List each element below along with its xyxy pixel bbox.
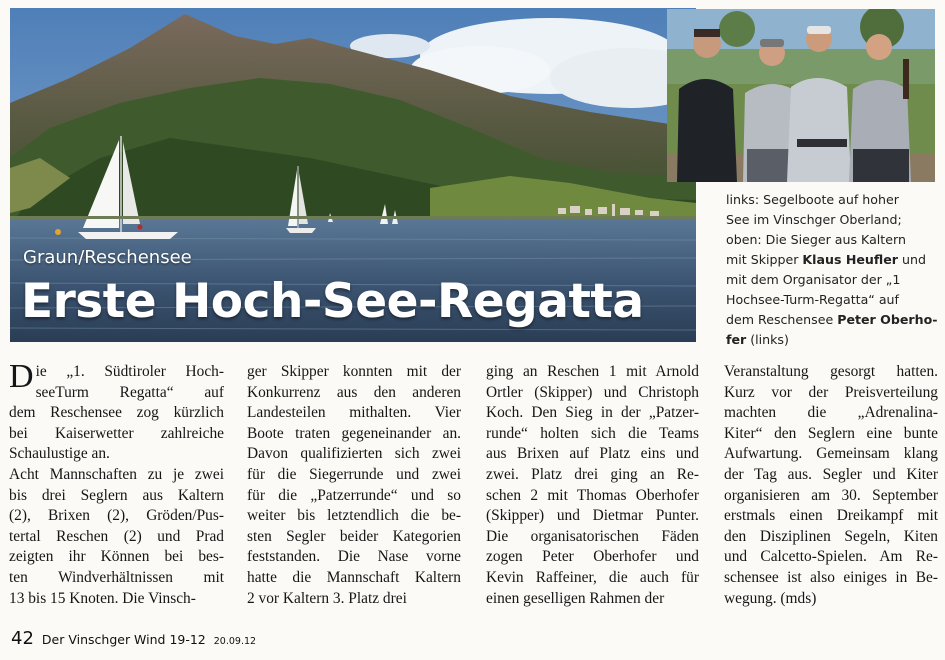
page-footer bbox=[11, 628, 256, 649]
caption-text: (links) bbox=[746, 332, 789, 347]
body-line: Schaulustige an. bbox=[9, 445, 110, 463]
body-line: hatte die Mannschaft Kaltern bbox=[247, 568, 461, 586]
caption-text: mit Skipper bbox=[726, 252, 803, 267]
caption-line: links: Segelboote auf hoher bbox=[726, 192, 899, 207]
article-headline: Erste Hoch-See-Regatta bbox=[21, 274, 644, 329]
body-line: ten Windverhältnissen mit bbox=[9, 568, 224, 586]
body-line: Konkurrenz aus den anderen bbox=[247, 383, 461, 401]
body-line: den Disziplinen Segeln, Kiten bbox=[724, 527, 938, 545]
caption-line: oben: Die Sieger aus Kaltern bbox=[726, 232, 906, 247]
body-line: machten die „Adrenalina- bbox=[724, 404, 938, 422]
caption-line bbox=[726, 310, 938, 330]
body-line: (2), Brixen (2), Gröden/Pus- bbox=[9, 507, 224, 525]
body-column-4 bbox=[724, 362, 938, 609]
body-line: Die organisatorischen Fäden bbox=[486, 527, 699, 545]
body-column-2 bbox=[247, 362, 461, 609]
magazine-name: Der Vinschger Wind 19-12 bbox=[41, 632, 206, 647]
body-line: bis drei Seglern aus Kaltern bbox=[9, 486, 224, 504]
winners-group-image bbox=[667, 9, 935, 182]
caption-name-organizer: Peter Oberho- bbox=[837, 312, 938, 327]
body-line: für die Siegerrunde und zwei bbox=[247, 465, 461, 483]
body-line: Koch. Den Sieg in der „Patzer- bbox=[486, 404, 699, 422]
caption-line: See im Vinschger Oberland; bbox=[726, 212, 902, 227]
body-line: sten Segler beider Kategorien bbox=[247, 527, 461, 545]
caption-name-skipper: Klaus Heufler bbox=[802, 252, 898, 267]
body-line: organisieren am 30. September bbox=[724, 486, 938, 504]
body-line: zeigten ihr Können bei bes- bbox=[9, 548, 224, 566]
caption-text: dem Reschensee bbox=[726, 312, 838, 327]
body-line: Kurz vor der Preisverteilung bbox=[724, 383, 938, 401]
body-line: zogen Peter Oberhofer und bbox=[486, 548, 699, 566]
body-line: Kiter“ den Seglern eine bunte bbox=[724, 424, 938, 442]
body-line: Aufwartung. Gemeinsam klang bbox=[724, 445, 938, 463]
body-line: runde“ holten sich die Teams bbox=[486, 424, 699, 442]
caption-text: und bbox=[897, 252, 926, 267]
body-line: wegung. (mds) bbox=[724, 589, 817, 607]
body-line: seeTurm Regatta“ auf bbox=[35, 383, 224, 401]
body-line: bei Kaiserwetter zahlreiche bbox=[9, 424, 224, 442]
body-line: ger Skipper konnten mit der bbox=[247, 363, 461, 380]
body-line: weiter bis letztendlich die be- bbox=[247, 507, 461, 525]
body-line: Veranstaltung gesorgt hatten. bbox=[724, 363, 938, 380]
body-line: tertal Reschen (2) und Prad bbox=[9, 527, 224, 545]
caption-name-organizer-end: fer bbox=[726, 332, 747, 347]
body-line: Davon qualifizierten sich zwei bbox=[247, 445, 461, 463]
body-line: 13 bis 15 Knoten. Die Vinsch- bbox=[9, 589, 196, 607]
winners-photo bbox=[667, 9, 935, 182]
drop-cap: D bbox=[9, 358, 34, 395]
body-line: ging an Reschen 1 mit Arnold bbox=[486, 363, 699, 380]
body-line: schen 2 mit Thomas Oberhofer bbox=[486, 486, 699, 504]
body-line: Kevin Raffeiner, die auch für bbox=[486, 568, 699, 586]
hero-photo bbox=[10, 8, 696, 342]
caption-line: Hochsee-Turm-Regatta“ auf bbox=[726, 292, 899, 307]
body-column-3 bbox=[486, 362, 699, 609]
photo-caption bbox=[726, 190, 938, 350]
body-line: Ortler (Skipper) und Christoph bbox=[486, 383, 699, 401]
body-column-1 bbox=[9, 358, 224, 609]
caption-line bbox=[726, 250, 938, 270]
body-line: aus Brixen auf Platz eins und bbox=[486, 445, 699, 463]
article-kicker: Graun/Reschensee bbox=[23, 247, 192, 268]
issue-date: 20.09.12 bbox=[213, 636, 257, 647]
body-line: feststanden. Die Nase vorne bbox=[247, 548, 461, 566]
body-line: einen geselligen Rahmen der bbox=[486, 589, 665, 607]
body-line: dem Reschensee zog kürzlich bbox=[9, 404, 224, 422]
body-line: erstmals einen Dreikampf mit bbox=[724, 507, 938, 525]
caption-line: mit dem Organisator der „1 bbox=[726, 272, 901, 287]
body-line: 2 vor Kaltern 3. Platz drei bbox=[247, 589, 407, 607]
body-line: Boote traten gegeneinander an. bbox=[247, 424, 461, 442]
body-line: zwei. Platz drei ging an Re- bbox=[486, 465, 699, 483]
body-line: ie „1. Südtiroler Hoch- bbox=[35, 363, 224, 380]
body-line: Landesteilen mithalten. Vier bbox=[247, 404, 461, 422]
body-line: (Skipper) und Dietmar Punter. bbox=[486, 507, 699, 525]
body-line: der Tag aus. Segler und Kiter bbox=[724, 465, 938, 483]
body-line: Acht Mannschaften zu je zwei bbox=[9, 465, 224, 483]
body-line: schensee ist also einiges in Be- bbox=[724, 568, 938, 586]
caption-line bbox=[726, 330, 938, 350]
page-number: 42 bbox=[11, 628, 34, 649]
body-line: und Calcetto-Spielen. Am Re- bbox=[724, 548, 938, 566]
body-line: für die „Patzerrunde“ und so bbox=[247, 486, 461, 504]
